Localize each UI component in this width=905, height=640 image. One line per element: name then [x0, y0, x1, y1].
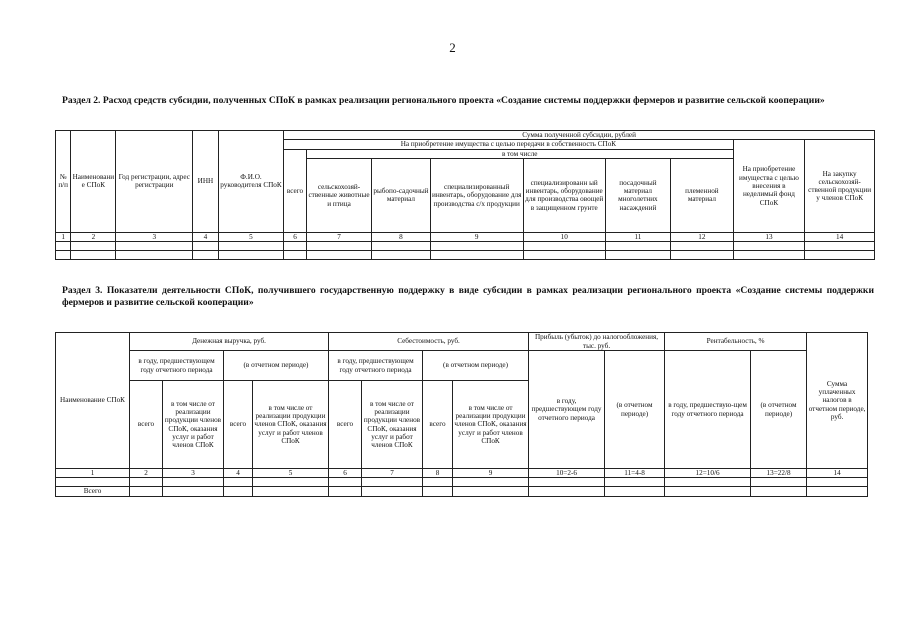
table-cell	[605, 251, 671, 260]
total-row	[56, 487, 868, 496]
col-num: 7	[362, 469, 423, 478]
table-cell	[284, 242, 307, 251]
header-including: в том числе	[306, 149, 733, 158]
header-profit: Прибыль (убыток) до налогообложения, тыс. руб.	[529, 333, 665, 351]
header-rent-prev-year: в году, предшествую-щем году отчетного периода	[665, 351, 751, 469]
col-num: 1	[56, 232, 71, 241]
header-fish: рыбопо-садочный материал	[372, 158, 430, 232]
header-animals: сельскохозяй-ственные животные и птица	[306, 158, 372, 232]
header-num: № п/п	[56, 131, 71, 233]
table-cell	[224, 487, 253, 496]
table-cell	[453, 478, 529, 487]
table-cell	[430, 251, 523, 260]
table-cell	[56, 251, 71, 260]
header-revenue-prev-total: всего	[130, 381, 163, 469]
col-num: 14	[805, 232, 875, 241]
table-row	[56, 251, 875, 260]
col-num: 13	[733, 232, 805, 241]
col-num: 2	[130, 469, 163, 478]
col-num: 10	[523, 232, 605, 241]
table-cell	[671, 242, 733, 251]
table-cell	[423, 487, 453, 496]
header-cost: Себестоимость, руб.	[329, 333, 529, 351]
col-num: 8	[423, 469, 453, 478]
col-num: 12	[671, 232, 733, 241]
header-cost-rep-incl: в том числе от реализации продукции членов СПоК, оказания услуг и работ членов СПоК	[453, 381, 529, 469]
table-cell	[56, 242, 71, 251]
table-cell	[71, 251, 116, 260]
col-num: 9	[430, 232, 523, 241]
col-num: 11	[605, 232, 671, 241]
header-year-address: Год регистрации, адрес регистрации	[116, 131, 193, 233]
col-num: 12=10/6	[665, 469, 751, 478]
table-cell	[253, 487, 329, 496]
header-revenue-rep-incl: в том числе от реализации продукции членов СПоК, оказания услуг и работ членов СПоК	[253, 381, 329, 469]
header-revenue-prev-year: в году, предшествующем году отчетного периода	[130, 351, 224, 381]
column-number-row	[56, 469, 868, 478]
header-profitability: Рентабельность, %	[665, 333, 807, 351]
header-revenue-prev-incl: в том числе от реализации продукции членов СПоК, оказания услуг и работ членов СПоК	[163, 381, 224, 469]
header-profit-report-period: (в отчетном периоде)	[605, 351, 665, 469]
section-2-title: Раздел 2. Расход средств субсидии, полученных СПоК в рамках реализации регионального проекта «Создание системы поддержки фермеров и развитие сельской кооперации»	[62, 95, 825, 106]
table-cell	[807, 487, 868, 496]
total-row-label: Всего	[56, 487, 130, 496]
table-cell	[224, 478, 253, 487]
section-3-table	[55, 332, 868, 497]
table-cell	[71, 242, 116, 251]
table-cell	[372, 251, 430, 260]
section-3-title: Раздел 3. Показатели деятельности СПоК, получившего государственную поддержку в виде субсидии в рамках реализации регионального проекта «Создание системы поддержки фермеров и развитие сельской кооперации»	[62, 285, 874, 308]
page-number: 2	[449, 40, 456, 55]
table-cell	[430, 242, 523, 251]
table-cell	[805, 251, 875, 260]
header-inventory: специализированный инвентарь, оборудование для производства с/х продукции	[430, 158, 523, 232]
table-cell	[56, 478, 130, 487]
header-indivisible-fund: На приобретение имущества с целью внесения в неделимый фонд СПоК	[733, 140, 805, 233]
section-2-table	[55, 130, 875, 260]
table-cell	[193, 242, 219, 251]
header-revenue-rep-total: всего	[224, 381, 253, 469]
col-num: 9	[453, 469, 529, 478]
table-cell	[751, 487, 807, 496]
table-cell	[733, 242, 805, 251]
table-cell	[605, 478, 665, 487]
col-num: 8	[372, 232, 430, 241]
table-cell	[733, 251, 805, 260]
table-cell	[116, 251, 193, 260]
table-cell	[423, 478, 453, 487]
header-breeding: племенной материал	[671, 158, 733, 232]
header-planting: посадочный материал многолетних насаждений	[605, 158, 671, 232]
table-row	[56, 478, 868, 487]
table-cell	[306, 251, 372, 260]
header-cost-prev-year: в году, предшествующем году отчетного периода	[329, 351, 423, 381]
col-num: 14	[807, 469, 868, 478]
column-number-row	[56, 232, 875, 241]
header-profit-prev-year: в году, предшествующем году отчетного периода	[529, 351, 605, 469]
table-cell	[193, 251, 219, 260]
table-cell	[163, 487, 224, 496]
table-cell	[372, 242, 430, 251]
header-procurement: На закупку сельскохозяй-ственной продукции у членов СПоК	[805, 140, 875, 233]
header-cost-prev-incl: в том числе от реализации продукции членов СПоК, оказания услуг и работ членов СПоК	[362, 381, 423, 469]
header-greenhouse: специализированн ый инвентарь, оборудование для производства овощей в защищенном грунте	[523, 158, 605, 232]
col-num: 5	[253, 469, 329, 478]
col-num: 2	[71, 232, 116, 241]
table-cell	[665, 478, 751, 487]
col-num: 5	[218, 232, 284, 241]
table-cell	[605, 242, 671, 251]
header-name: Наименование СПоК	[56, 333, 130, 469]
table-row	[56, 242, 875, 251]
header-inn: ИНН	[193, 131, 219, 233]
table-cell	[163, 478, 224, 487]
header-cost-rep-total: всего	[423, 381, 453, 469]
header-cost-report-period: (в отчетном периоде)	[423, 351, 529, 381]
col-num: 3	[116, 232, 193, 241]
table-cell	[362, 487, 423, 496]
table-cell	[529, 487, 605, 496]
col-num: 6	[284, 232, 307, 241]
col-num: 1	[56, 469, 130, 478]
col-num: 10=2-6	[529, 469, 605, 478]
col-num: 4	[224, 469, 253, 478]
table-cell	[523, 251, 605, 260]
header-name: Наименование СПоК	[71, 131, 116, 233]
table-cell	[116, 242, 193, 251]
table-cell	[453, 487, 529, 496]
table-cell	[284, 251, 307, 260]
table-cell	[529, 478, 605, 487]
col-num: 13=22/8	[751, 469, 807, 478]
header-cost-prev-total: всего	[329, 381, 362, 469]
table-cell	[306, 242, 372, 251]
col-num: 6	[329, 469, 362, 478]
col-num: 3	[163, 469, 224, 478]
table-cell	[807, 478, 868, 487]
table-cell	[218, 242, 284, 251]
table-cell	[751, 478, 807, 487]
table-cell	[329, 487, 362, 496]
table-cell	[671, 251, 733, 260]
table-cell	[805, 242, 875, 251]
header-purchase-property: На приобретение имущества с целью передачи в собственность СПоК	[284, 140, 733, 149]
header-fio: Ф.И.О. руководителя СПоК	[218, 131, 284, 233]
header-revenue-report-period: (в отчетном периоде)	[224, 351, 329, 381]
header-taxes: Сумма уплаченных налогов в отчетном периоде, руб.	[807, 333, 868, 469]
col-num: 7	[306, 232, 372, 241]
table-cell	[523, 242, 605, 251]
header-subsidy-sum: Сумма полученной субсидии, рублей	[284, 131, 875, 140]
table-cell	[362, 478, 423, 487]
header-rent-report-period: (в отчетном периоде)	[751, 351, 807, 469]
col-num: 11=4-8	[605, 469, 665, 478]
col-num: 4	[193, 232, 219, 241]
table-cell	[130, 478, 163, 487]
table-cell	[665, 487, 751, 496]
header-total: всего	[284, 149, 307, 232]
header-revenue: Денежная выручка, руб.	[130, 333, 329, 351]
table-cell	[253, 478, 329, 487]
table-cell	[130, 487, 163, 496]
table-cell	[329, 478, 362, 487]
table-cell	[605, 487, 665, 496]
table-cell	[218, 251, 284, 260]
